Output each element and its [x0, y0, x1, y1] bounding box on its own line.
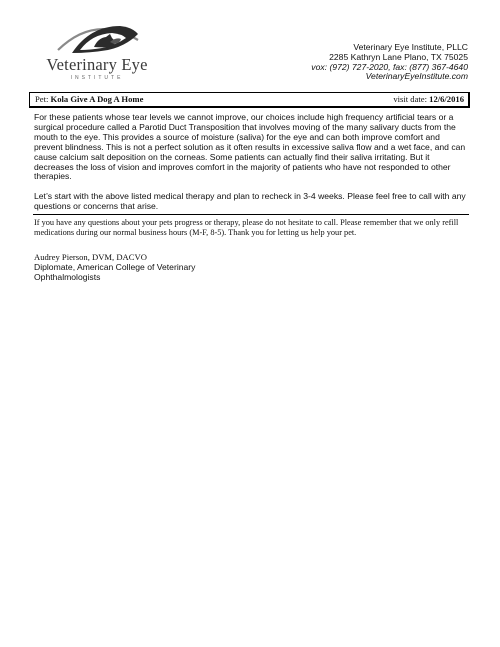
visit-date: 12/6/2016	[429, 94, 464, 104]
signature-block	[34, 252, 334, 282]
letter-body	[34, 113, 466, 222]
doctor-name: Audrey Pierson, DVM, DACVO	[34, 252, 147, 262]
logo-subtitle: INSTITUTE	[70, 75, 124, 81]
org-name: Veterinary Eye Institute, PLLC	[353, 42, 468, 52]
visit-date-line	[393, 94, 464, 104]
street-address: 2285 Kathryn Lane Plano, TX 75025	[329, 51, 468, 62]
body-paragraph-1: For these patients whose tear levels we cannot improve, our choices include high frequency artificial tears or a surgical procedure called a Parotid Duct Transposition that involves moving of the many salivary ducts from the mouth to the eye. This provides a source of moisture (saliva) for the eye and can both improve comfort and prevent blindness. This is not a perfect solution as it often results in excessive saliva flow and a wet face, and can cause calcium salt deposition on the corneas. Some patients can actually find their saliva irritating. But it decreases the loss of vision and improves comfort in the majority of patients who have not responded to other therapies.	[34, 112, 466, 182]
logo-wordmark: Veterinary Eye	[46, 55, 148, 74]
website-link[interactable]: VeterinaryEyeInstitute.com	[365, 71, 468, 82]
visit-date-label: visit date:	[393, 94, 427, 104]
phone-fax: vox: (972) 727-2020, fax: (877) 367-4640	[311, 61, 468, 72]
section-divider	[33, 214, 469, 215]
contact-notice: If you have any questions about your pets progress or therapy, please do not hesitate to call. Please remember that we only refill medications during our normal business hours (M-F, 8-5). Thank you for letting us help your pet.	[34, 218, 459, 237]
body-paragraph-2: Let’s start with the above listed medical therapy and plan to recheck in 3-4 weeks. Please feel free to call with any questions or concerns that arise.	[34, 191, 466, 212]
doctor-title-line-1: Diplomate, American College of Veterinary	[34, 262, 196, 272]
visit-info-box	[29, 92, 470, 108]
logo-eye-icon	[50, 20, 145, 58]
doctor-title-line-2: Ophthalmologists	[34, 272, 101, 282]
pet-label: Pet:	[35, 94, 49, 104]
institute-logo	[32, 20, 162, 82]
letterhead-address	[311, 43, 468, 82]
pet-line	[35, 94, 143, 104]
pet-name: Kola Give A Dog A Home	[50, 94, 144, 104]
